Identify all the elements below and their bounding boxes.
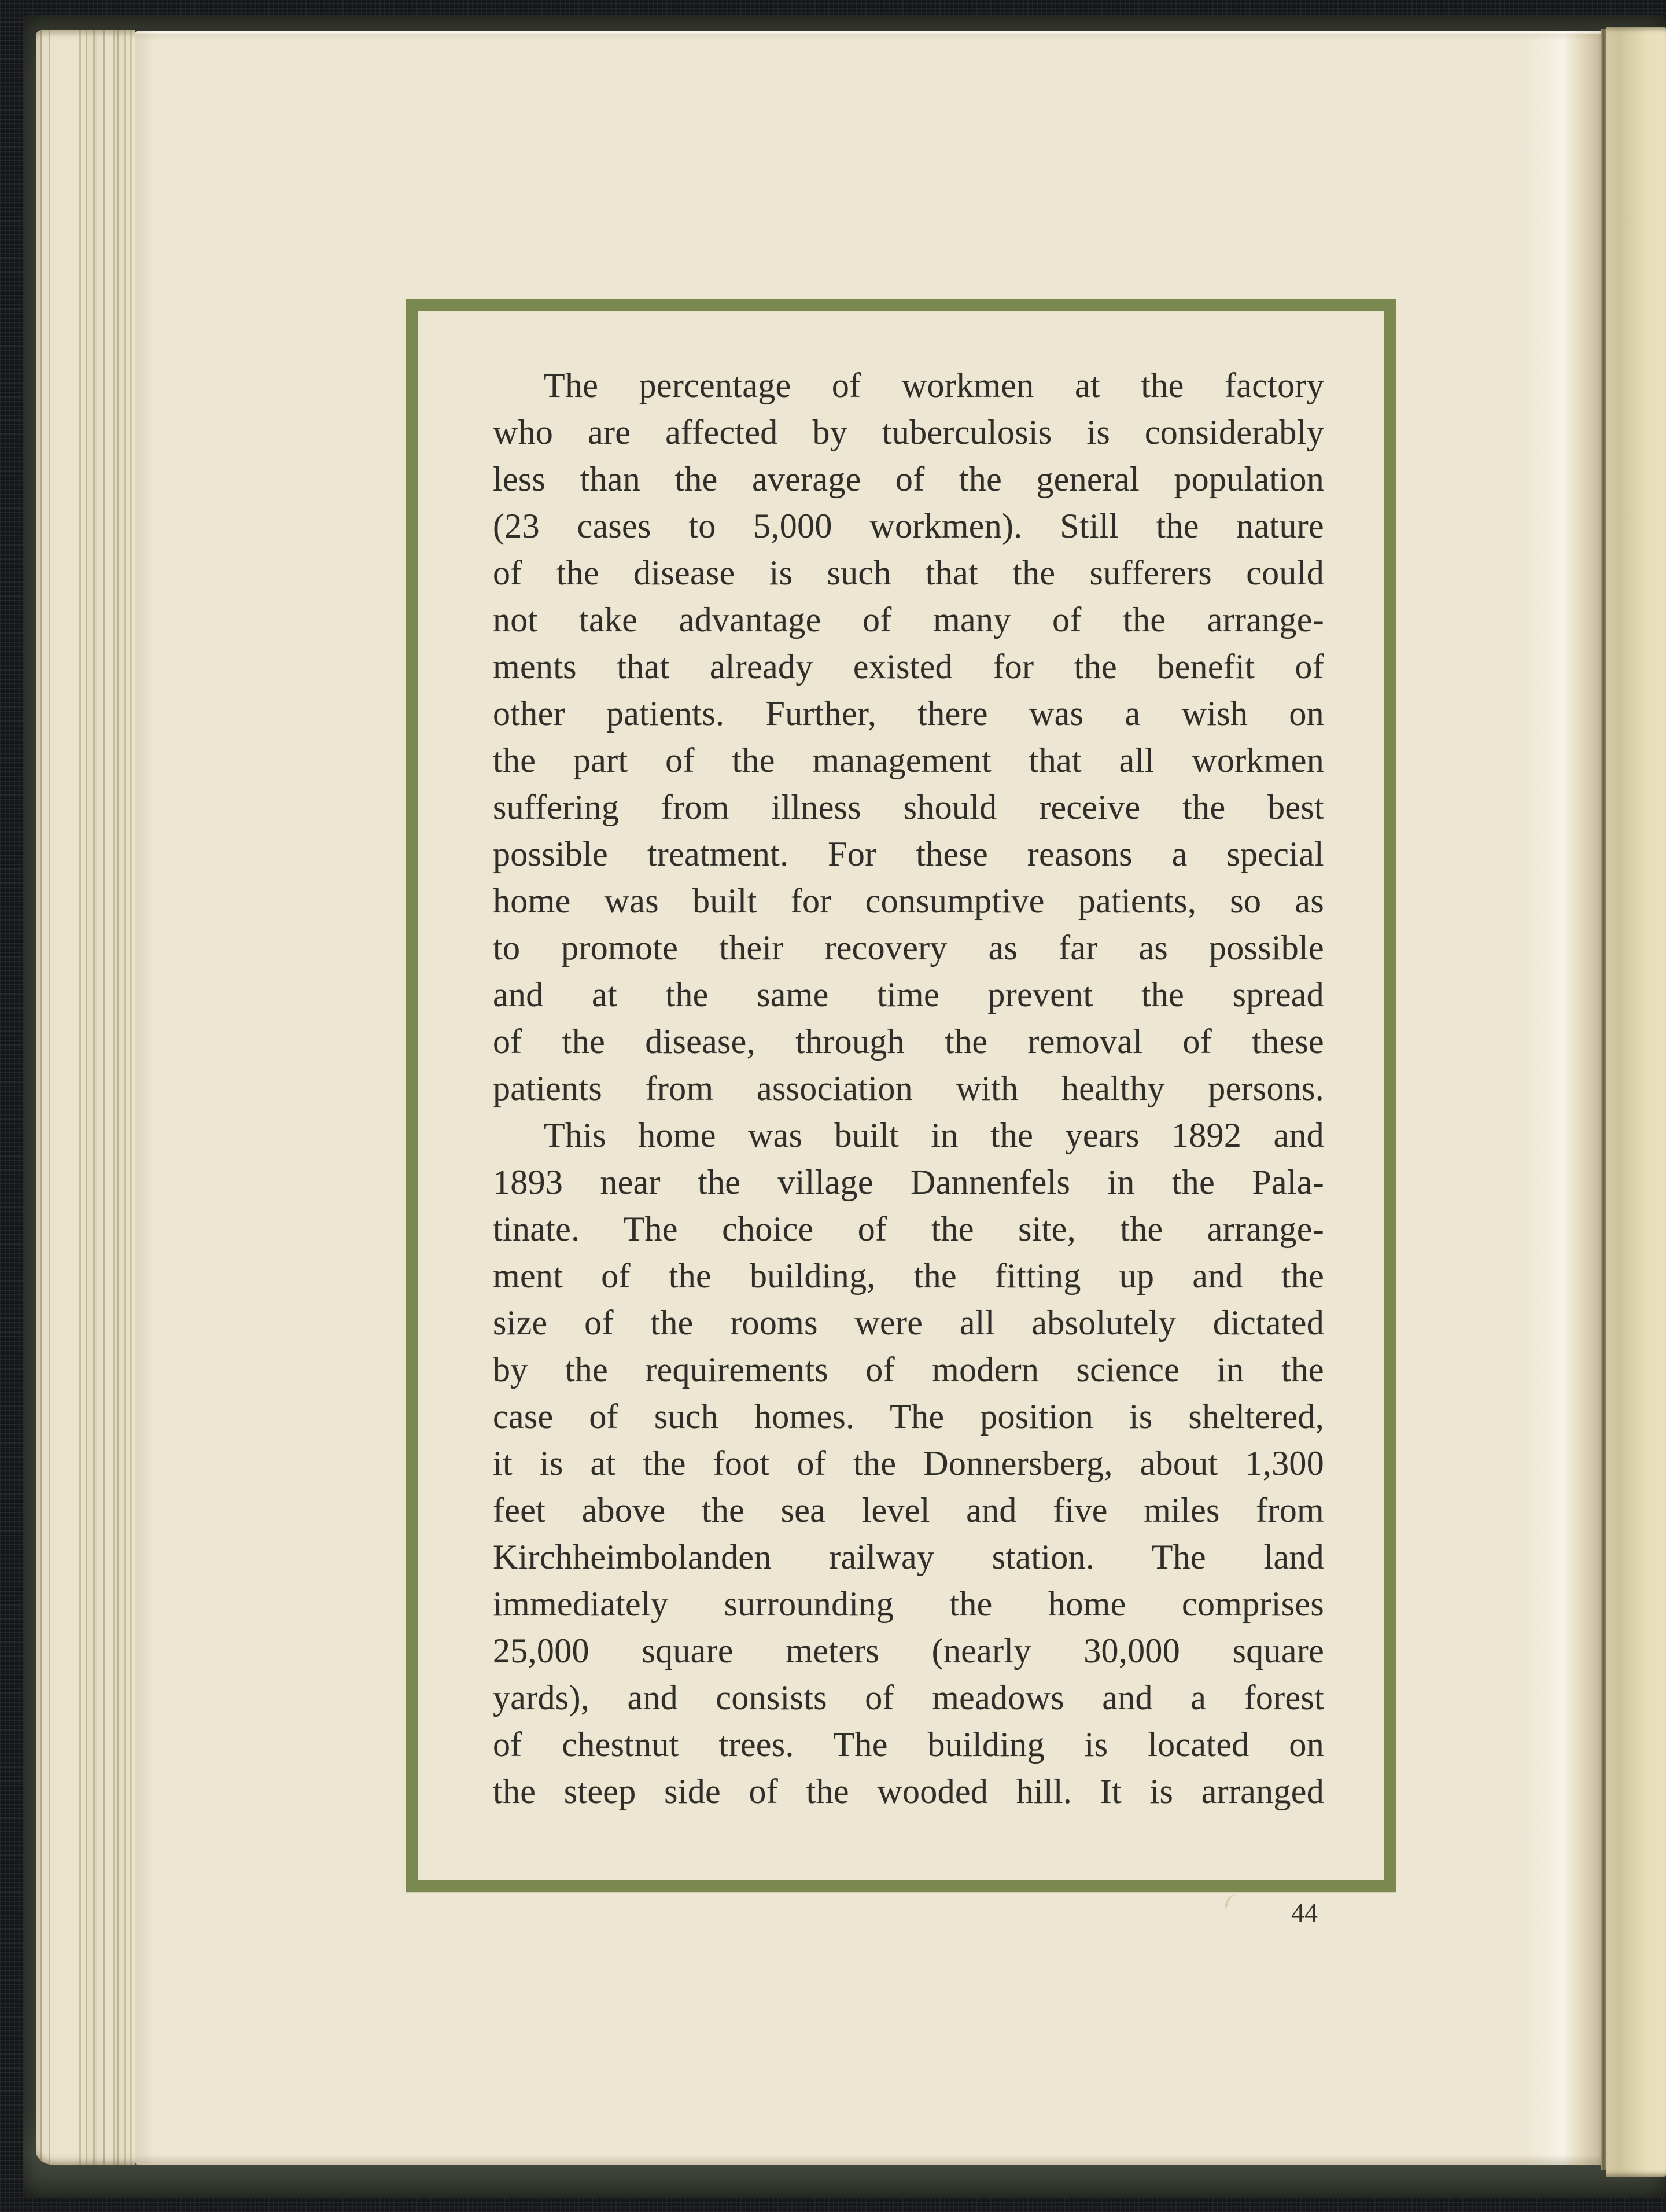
- text-line: ments that already existed for the benefit of: [493, 647, 1324, 686]
- text-line: case of such homes. The position is sheltered,: [493, 1397, 1324, 1436]
- text-line: by the requirements of modern science in the: [493, 1350, 1324, 1389]
- text-line: home was built for consumptive patients, so as: [493, 882, 1324, 920]
- facing-page-edge: [1606, 27, 1666, 2177]
- text-line: tinate. The choice of the site, the arrange-: [493, 1210, 1324, 1248]
- text-line: and at the same time prevent the spread: [493, 976, 1324, 1014]
- text-line: immediately surrounding the home comprises: [493, 1585, 1324, 1623]
- text-line: ment of the building, the fitting up and the: [493, 1257, 1324, 1295]
- gutter-shadow: [1601, 29, 1606, 2170]
- text-line: other patients. Further, there was a wish on: [493, 694, 1324, 733]
- text-line: suffering from illness should receive the best: [493, 788, 1324, 826]
- text-line: of the disease is such that the sufferers could: [493, 554, 1324, 592]
- page-number: 44: [1291, 1898, 1318, 1927]
- text-line: 25,000 square meters (nearly 30,000 square: [493, 1632, 1324, 1670]
- text-line: patients from association with healthy persons.: [493, 1069, 1324, 1107]
- paper-scratch-mark: [1224, 1893, 1240, 1911]
- text-line: 1893 near the village Dannenfels in the Pala-: [493, 1163, 1324, 1201]
- fore-edge-page-stack: [36, 30, 135, 2165]
- text-line: The percentage of workmen at the factory: [544, 366, 1324, 404]
- text-line: yards), and consists of meadows and a forest: [493, 1679, 1324, 1717]
- text-line: possible treatment. For these reasons a special: [493, 835, 1324, 873]
- text-line: (23 cases to 5,000 workmen). Still the nature: [493, 507, 1324, 545]
- text-line: less than the average of the general population: [493, 460, 1324, 498]
- text-line: it is at the foot of the Donnersberg, about 1,300: [493, 1444, 1324, 1482]
- text-line: This home was built in the years 1892 and: [544, 1116, 1324, 1154]
- text-line: the steep side of the wooded hill. It is arranged: [493, 1772, 1324, 1810]
- text-line: the part of the management that all workmen: [493, 741, 1324, 779]
- text-line: feet above the sea level and five miles from: [493, 1491, 1324, 1529]
- text-line: to promote their recovery as far as possible: [493, 929, 1324, 967]
- body-text: [493, 362, 1324, 1815]
- text-line: Kirchheimbolanden railway station. The land: [493, 1538, 1324, 1576]
- book-page: [135, 31, 1604, 2165]
- text-line: of the disease, through the removal of these: [493, 1022, 1324, 1061]
- text-line: who are affected by tuberculosis is considerably: [493, 413, 1324, 451]
- text-line: size of the rooms were all absolutely dictated: [493, 1304, 1324, 1342]
- text-line: of chestnut trees. The building is located on: [493, 1725, 1324, 1764]
- text-line: not take advantage of many of the arrange-: [493, 601, 1324, 639]
